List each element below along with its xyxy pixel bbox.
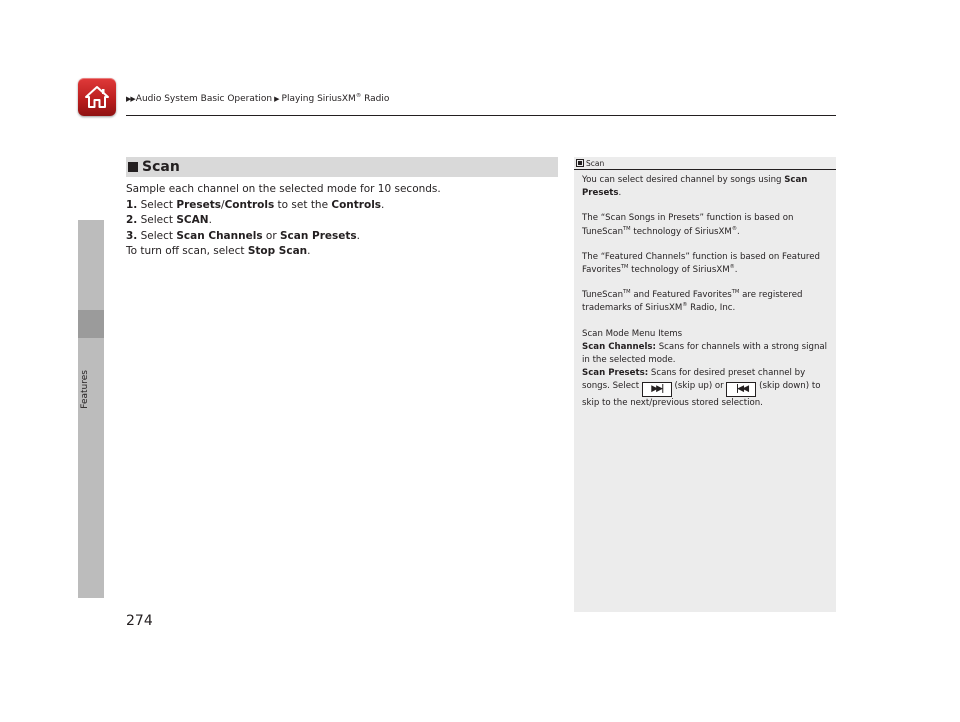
page-number: 274 bbox=[126, 613, 153, 629]
scan-menu-heading: Scan Mode Menu Items bbox=[582, 328, 683, 339]
skip-down-icon: |◀◀ bbox=[726, 382, 756, 397]
side-tab-strip bbox=[78, 220, 104, 310]
section-bullet-icon bbox=[128, 162, 138, 172]
notes-panel bbox=[574, 157, 836, 612]
notes-body bbox=[582, 174, 832, 411]
step-3: 3. Select Scan Channels or Scan Presets. bbox=[126, 229, 360, 242]
step-1: 1. Select Presets/Controls to set the Controls. bbox=[126, 198, 385, 211]
skip-up-icon: ▶▶| bbox=[642, 382, 672, 397]
notes-header bbox=[574, 157, 836, 170]
breadcrumb-separator-icon: ▶ bbox=[274, 95, 280, 103]
step-2: 2. Select SCAN. bbox=[126, 214, 212, 226]
scan-presets-item: Scan Presets: Scans for desired preset channel by songs. Select ▶▶| (skip up) or |◀◀ (skip down) to skip to the next/previous stored selection. bbox=[582, 368, 821, 409]
intro-text: Sample each channel on the selected mode for 10 seconds. bbox=[126, 183, 441, 195]
header-divider bbox=[126, 115, 836, 116]
breadcrumb-arrow-icon: ▶▶ bbox=[126, 95, 135, 103]
breadcrumb-link-siriusxm[interactable]: Playing SiriusXM® Radio bbox=[281, 93, 390, 104]
main-body bbox=[126, 182, 441, 260]
note-paragraph: You can select desired channel by songs using Scan Presets. bbox=[582, 175, 808, 199]
home-button[interactable] bbox=[78, 78, 116, 116]
breadcrumb-link-audio-system[interactable]: Audio System Basic Operation bbox=[135, 94, 273, 104]
note-paragraph: TuneScan™ and Featured Favorites™ are registered trademarks of SiriusXM® Radio, Inc. bbox=[582, 289, 803, 314]
side-tab-label: Features bbox=[80, 370, 90, 409]
scan-channels-item: Scan Channels: Scans for channels with a strong signal in the selected mode. bbox=[582, 341, 828, 366]
side-tab-active[interactable] bbox=[78, 310, 104, 338]
note-paragraph: The “Featured Channels” function is based on Featured Favorites™ technology of SiriusXM®. bbox=[582, 251, 820, 276]
section-heading bbox=[126, 157, 558, 177]
note-paragraph: The “Scan Songs in Presets” function is based on TuneScan™ technology of SiriusXM®. bbox=[582, 213, 794, 237]
breadcrumb bbox=[126, 94, 389, 104]
stop-scan-text: To turn off scan, select Stop Scan. bbox=[126, 245, 311, 257]
note-marker-icon bbox=[576, 159, 584, 167]
section-title: Scan bbox=[142, 159, 180, 175]
home-icon bbox=[84, 85, 110, 109]
notes-title: Scan bbox=[586, 158, 605, 168]
